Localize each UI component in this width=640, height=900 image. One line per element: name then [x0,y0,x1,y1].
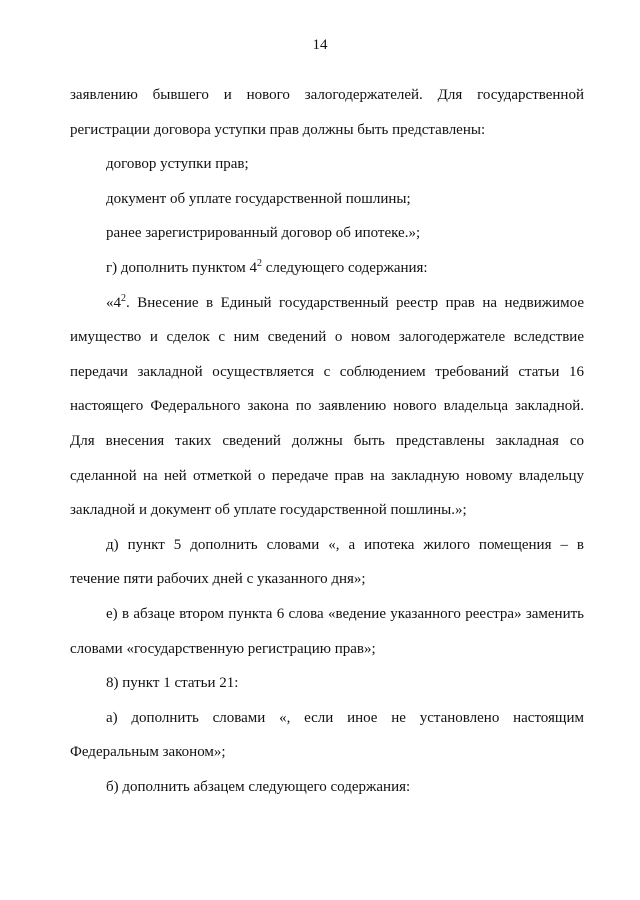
text-line [70,113,584,148]
text-line [70,701,584,736]
text-line [70,355,584,390]
line-text: словами «государственную регистрацию прав»; [70,640,376,657]
text-line [70,493,584,528]
text-line [70,389,584,424]
line-text: регистрации договора уступки прав должны быть представлены: [70,121,486,138]
text-line [70,182,584,217]
text-line [70,528,584,563]
text-line [70,320,584,355]
line-text-after-superscript: следующего содержания: [262,259,428,276]
page-number: 14 [312,37,328,53]
line-text: е) в абзаце втором пункта 6 слова «ведение указанного реестра» заменить [106,605,584,622]
line-text: а) дополнить словами «, если иное не установлено настоящим [106,709,584,726]
line-text: имущество и сделок с ним сведений о новом залогодержателе вследствие [70,329,584,346]
line-text: сделанной на ней отметкой о передаче прав на закладную новому владельцу [70,467,584,484]
text-line [70,147,584,182]
text-line [70,216,584,251]
text-line [70,562,584,597]
line-text: документ об уплате государственной пошлины; [106,190,411,207]
line-text: течение пяти рабочих дней с указанного дня»; [70,571,366,588]
line-text: ранее зарегистрированный договор об ипотеке.»; [106,225,421,242]
line-text-before-superscript: г) дополнить пунктом 4 [106,259,258,276]
line-text: Федеральным законом»; [70,744,226,761]
text-line [70,286,584,321]
line-text: настоящего Федерального закона по заявлению нового владельца закладной. [70,398,584,415]
line-text-after-superscript: . Внесение в Единый государственный реестр прав на недвижимое [126,294,584,311]
line-text-before-superscript: «4 [106,294,121,311]
line-text: Для внесения таких сведений должны быть представлены закладная со [70,432,584,449]
text-line [70,459,584,494]
line-text: б) дополнить абзацем следующего содержания: [106,778,411,795]
line-text: 8) пункт 1 статьи 21: [106,675,239,692]
superscript: 2 [121,292,126,304]
text-line [70,597,584,632]
text-line [70,632,584,667]
text-line [70,424,584,459]
line-text: закладной и документ об уплате государственной пошлины.»; [70,502,467,519]
document-body [70,78,584,804]
line-text: договор уступки прав; [106,156,249,173]
line-text: заявлению бывшего и нового залогодержателей. Для государственной [70,87,584,103]
text-line [70,666,584,701]
text-line [70,251,584,286]
line-text: д) пункт 5 дополнить словами «, а ипотека жилого помещения – в [106,536,584,553]
line-text: передачи закладной осуществляется с соблюдением требований статьи 16 [70,363,584,380]
text-line [70,770,584,805]
text-line [70,735,584,770]
superscript: 2 [257,257,263,269]
text-line [70,78,584,113]
